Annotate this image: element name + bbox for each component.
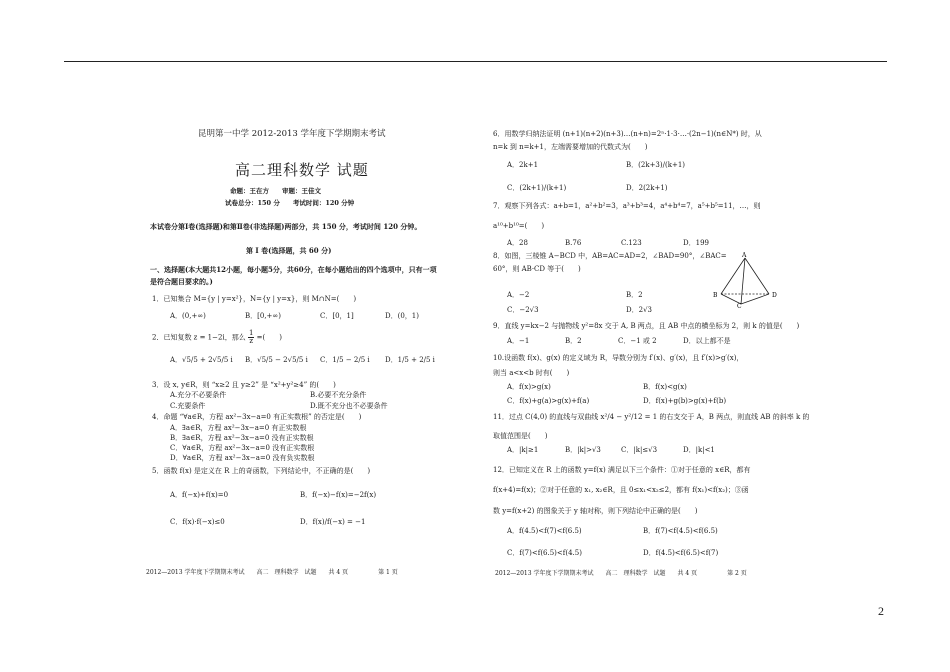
q3-option-c: C.充要条件 bbox=[170, 402, 206, 410]
question-10-line-2: 则当 a<x<b 时有( ) bbox=[493, 369, 570, 377]
q2-option-b: B．√5/5 − 2√5/5 i bbox=[245, 356, 308, 364]
question-7-line-2: a¹⁰+b¹⁰=( ) bbox=[493, 222, 545, 230]
q8-option-b: B．2 bbox=[626, 291, 643, 299]
q2-option-a: A．√5/5 + 2√5/5 i bbox=[170, 356, 233, 364]
q12-option-d: D．f(4.5)<f(6.5)<f(7) bbox=[643, 549, 719, 557]
question-8: 8．如图，三棱锥 A−BCD 中，AB=AC=AD=2，∠BAD=90°，∠BAC= bbox=[493, 252, 727, 260]
q3-option-b: B.必要不充分条件 bbox=[310, 391, 367, 399]
q12-option-c: C．f(7)<f(6.5)<f(4.5) bbox=[507, 549, 582, 557]
q10-option-b: B．f(x)<g(x) bbox=[643, 383, 687, 391]
exam-credits: 命题：王在方 审题：王佳文 bbox=[230, 187, 321, 195]
q2-frac-den: z bbox=[249, 337, 254, 345]
question-12-line-3: 数 y=f(x+2) 的图象关于 y 轴对称，则下列结论中正确的是( ) bbox=[493, 507, 698, 515]
question-11-line-2: 取值范围是( ) bbox=[493, 432, 548, 440]
q5-option-c: C．f(x)·f(−x)≤0 bbox=[170, 518, 225, 526]
section-title: 第 Ⅰ 卷(选择题，共 60 分) bbox=[246, 246, 332, 255]
q7-option-a: A．28 bbox=[507, 239, 528, 247]
q7-option-d: D．199 bbox=[683, 239, 709, 247]
q9-option-b: B．2 bbox=[565, 337, 582, 345]
question-1: 1．已知集合 M={y | y=x²}，N={y | y=x}，则 M∩N=( ) bbox=[152, 295, 357, 303]
q8-option-d: D．2√3 bbox=[626, 306, 652, 314]
q2-fraction bbox=[248, 330, 254, 345]
q11-option-b: B．|k|>√3 bbox=[565, 446, 601, 454]
question-12-line-2: f(x+4)=f(x)；②对于任意的 x₁, x₂∈R，且 0≤x₁<x₂≤2，都有 f(x₁)<f(x₂)；③函 bbox=[493, 486, 749, 494]
q1-option-b: B．[0,+∞) bbox=[245, 312, 281, 320]
question-5: 5．函数 f(x) 是定义在 R 上的奇函数，下列结论中，不正确的是( ) bbox=[152, 467, 371, 475]
q2-option-d: D．1/5 + 2/5 i bbox=[385, 356, 435, 364]
question-7: 7．观察下列各式：a+b=1，a²+b²=3，a³+b³=4，a⁴+b⁴=7，a⁵+b⁵=11，…，则 bbox=[493, 202, 761, 210]
q3-option-d: D.既不充分也不必要条件 bbox=[310, 402, 388, 410]
q7-option-b: B.76 bbox=[565, 239, 582, 247]
q10-option-a: A．f(x)>g(x) bbox=[507, 383, 551, 391]
q5-option-a: A．f(−x)+f(x)=0 bbox=[170, 491, 229, 499]
q9-option-a: A．−1 bbox=[507, 337, 530, 345]
q5-option-b: B．f(−x)−f(x)=−2f(x) bbox=[300, 491, 377, 499]
q11-option-d: D．|k|<1 bbox=[683, 446, 715, 454]
q4-option-b: B．∃a∈R，方程 ax²−3x−a=0 没有正实数根 bbox=[170, 434, 314, 442]
section-instructions-2: 是符合题目要求的。) bbox=[150, 277, 213, 286]
vertex-b-label: B bbox=[713, 292, 718, 299]
vertex-a-label: A bbox=[742, 252, 747, 259]
question-3: 3．设 x, y∈R，则 “x≥2 且 y≥2” 是 “x²+y²≥4” 的( ) bbox=[152, 381, 336, 389]
q2-option-c: C．1/5 − 2/5 i bbox=[320, 356, 370, 364]
q7-option-c: C.123 bbox=[621, 239, 642, 247]
exam-score-time: 试卷总分：150 分 考试时间：120 分钟 bbox=[225, 199, 355, 207]
q9-option-c: C．−1 或 2 bbox=[618, 337, 657, 345]
q2-tail: =( ) bbox=[256, 333, 282, 342]
q8-option-c: C．−2√3 bbox=[507, 306, 539, 314]
q12-option-b: B．f(7)<f(4.5)<f(6.5) bbox=[643, 527, 718, 535]
vertex-c-label: C bbox=[737, 303, 742, 308]
q10-option-c: C．f(x)+g(a)>g(x)+f(a) bbox=[507, 397, 590, 405]
q2-frac-num: 1 bbox=[248, 329, 254, 337]
q11-option-a: A．|k|≥1 bbox=[507, 446, 539, 454]
q1-option-a: A．(0,+∞) bbox=[170, 312, 206, 320]
q11-option-c: C．|k|≤√3 bbox=[621, 446, 658, 454]
q4-option-d: D．∀a∈R，方程 ax²−3x−a=0 没有负实数根 bbox=[170, 454, 315, 462]
q4-option-a: A．∃a∈R，方程 ax²−3x−a=0 有正实数根 bbox=[170, 424, 307, 432]
question-8-line-2: 60°，则 AB·CD 等于( ) bbox=[493, 265, 581, 273]
vertex-d-label: D bbox=[772, 292, 777, 299]
q12-option-a: A．f(4.5)<f(7)<f(6.5) bbox=[507, 527, 582, 535]
top-rule bbox=[64, 61, 887, 62]
exam-title: 高二理科数学 试题 bbox=[235, 161, 369, 179]
question-9: 9．直线 y=kx−2 与抛物线 y²=8x 交于 A, B 两点，且 AB 中点的横坐标为 2，则 k 的值是( ) bbox=[493, 322, 800, 330]
page-number: 2 bbox=[878, 604, 884, 618]
q5-option-d: D．f(x)/f(−x) = −1 bbox=[300, 518, 366, 526]
question-11: 11．过点 C(4,0) 的直线与双曲线 x²/4 − y²/12 = 1 的右支交于 A，B 两点，则直线 AB 的斜率 k 的 bbox=[493, 413, 810, 421]
q1-option-d: D．(0，1) bbox=[385, 312, 419, 320]
school-header: 昆明第一中学 2012-2013 学年度下学期期末考试 bbox=[198, 129, 386, 139]
page-1-footer: 2012—2013 学年度下学期期末考试 高二 理科数学 试题 共 4 页 第 1 页 bbox=[146, 569, 398, 576]
q9-option-d: D．以上都不是 bbox=[683, 337, 731, 345]
exam-intro: 本试卷分第Ⅰ卷(选择题)和第Ⅱ卷(非选择题)两部分，共 150 分，考试时间 120 分钟。 bbox=[150, 222, 422, 231]
q8-option-a: A．−2 bbox=[507, 291, 530, 299]
q6-option-a: A．2k+1 bbox=[507, 161, 539, 169]
q6-option-d: D．2(2k+1) bbox=[626, 184, 668, 192]
question-12: 12．已知定义在 R 上的函数 y=f(x) 满足以下三个条件：①对于任意的 x∈R，都有 bbox=[493, 466, 751, 474]
q10-option-d: D．f(x)+g(b)>g(x)+f(b) bbox=[643, 397, 727, 405]
question-4: 4．命题 “∀a∈R，方程 ax²−3x−a=0 有正实数根” 的否定是( ) bbox=[152, 413, 362, 421]
question-6-line-2: n=k 到 n=k+1，左端需要增加的代数式为( ) bbox=[493, 143, 648, 151]
tetrahedron-figure bbox=[711, 252, 781, 308]
section-instructions: 一、选择题(本大题共12小题，每小题5分，共60分，在每小题给出的四个选项中，只有一项 bbox=[150, 265, 437, 274]
question-10: 10.设函数 f(x)、g(x) 的定义域为 R，导数分别为 f′(x)、g′(x)，且 f′(x)>g′(x)， bbox=[493, 354, 744, 362]
question-6: 6．用数学归纳法证明 (n+1)(n+2)(n+3)…(n+n)=2ⁿ·1·3·…·(2n−1)(n∈N*) 时，从 bbox=[493, 130, 762, 138]
q1-option-c: C．[0，1] bbox=[320, 312, 354, 320]
q3-option-a: A.充分不必要条件 bbox=[170, 391, 227, 399]
q6-option-b: B．(2k+3)/(k+1) bbox=[626, 161, 686, 169]
q4-option-c: C．∀a∈R，方程 ax²−3x−a=0 没有正实数根 bbox=[170, 444, 315, 452]
q6-option-c: C．(2k+1)/(k+1) bbox=[507, 184, 567, 192]
q2-text: 2．已知复数 z = 1−2i，那么 bbox=[152, 333, 246, 342]
question-2 bbox=[152, 330, 282, 345]
page-2-footer: 2012—2013 学年度下学期期末考试 高二 理科数学 试题 共 4 页 第 2 页 bbox=[495, 570, 747, 577]
